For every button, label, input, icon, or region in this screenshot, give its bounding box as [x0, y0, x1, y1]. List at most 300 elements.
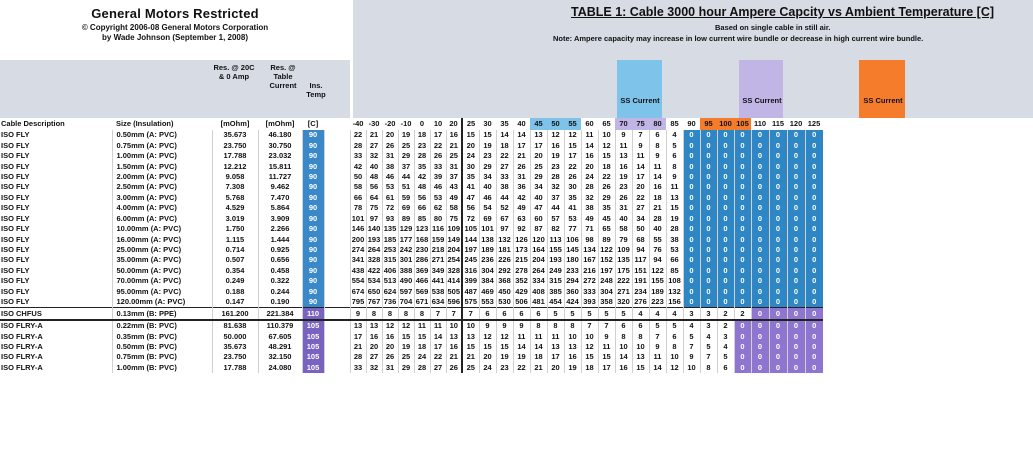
ampacity-value: 69: [479, 214, 496, 224]
ampacity-value: 38: [382, 161, 398, 171]
cable-size: 35.00mm (A: PVC): [112, 255, 212, 265]
ampacity-value: 16: [446, 130, 462, 140]
ampacity-value: 0: [717, 255, 734, 265]
ampacity-value: 108: [666, 276, 683, 286]
ampacity-value: 123: [415, 224, 429, 234]
spacer-cell: [324, 234, 350, 244]
ampacity-value: 8: [414, 308, 430, 320]
ampacity-value: 0: [751, 255, 769, 265]
ampacity-value: 155: [547, 245, 564, 255]
ampacity-value: 0: [805, 193, 823, 203]
ampacity-value: 7: [446, 308, 462, 320]
ampacity-value: 56: [414, 193, 430, 203]
ampacity-value: 569: [415, 286, 429, 296]
ampacity-value: 20: [462, 140, 479, 150]
cable-description: ISO FLRY-A: [0, 331, 112, 341]
ampacity-value: 42: [350, 161, 366, 171]
ampacity-value: 8: [615, 331, 632, 341]
note-still-air: Based on single cable in still air.: [715, 23, 831, 32]
ampacity-value: 78: [350, 203, 366, 213]
ampacity-value: 20: [581, 161, 598, 171]
table-row: [0, 255, 823, 265]
ampacity-value: 60: [530, 214, 547, 224]
ampacity-value: 17: [564, 151, 581, 161]
ampacity-value: 0: [734, 203, 751, 213]
ampacity-value: 0: [683, 151, 700, 161]
ampacity-value: 624: [383, 286, 397, 296]
ampacity-value: 10: [564, 331, 581, 341]
ampacity-value: 0: [683, 203, 700, 213]
ampacity-value: 21: [649, 203, 666, 213]
ampacity-value: 0: [769, 331, 787, 341]
resistance-20c: 4.529: [212, 203, 258, 213]
ampacity-value: 13: [615, 151, 632, 161]
ampacity-value: 14: [430, 331, 446, 341]
temp-header: 75: [632, 118, 649, 130]
ampacity-value: 7: [683, 342, 700, 352]
ampacity-value: 0: [717, 151, 734, 161]
ampacity-value: 487: [462, 287, 479, 297]
ampacity-value: 0: [734, 320, 751, 331]
ampacity-value: 20: [479, 352, 496, 362]
ampacity-value: 42: [513, 193, 530, 203]
ampacity-value: 97: [496, 224, 513, 234]
ampacity-value: 0: [805, 140, 823, 150]
ampacity-value: 29: [398, 151, 414, 161]
ampacity-value: 37: [446, 172, 462, 182]
ampacity-value: 9: [666, 172, 683, 182]
ampacity-value: 0: [683, 182, 700, 192]
ampacity-value: 0: [769, 276, 787, 286]
ampacity-value: 466: [415, 276, 429, 286]
ampacity-value: 264: [367, 245, 381, 255]
ampacity-value: 230: [415, 245, 429, 255]
ampacity-value: 155: [649, 276, 666, 286]
ampacity-value: 66: [666, 255, 683, 265]
ampacity-value: 0: [787, 363, 805, 373]
table-title: TABLE 1: Cable 3000 hour Ampere Capcity vs Ambient Temperature [C]: [571, 5, 995, 19]
ampacity-value: 4: [666, 308, 683, 320]
ampacity-value: 11: [632, 151, 649, 161]
ampacity-value: 0: [805, 308, 823, 320]
ampacity-value: 8: [700, 363, 717, 373]
ampacity-value: 13: [632, 352, 649, 362]
ampacity-value: 0: [769, 297, 787, 308]
ampacity-value: 19: [513, 352, 530, 362]
ampacity-value: 0: [769, 203, 787, 213]
ampacity-value: 0: [769, 193, 787, 203]
ampacity-value: 26: [598, 182, 615, 192]
ampacity-value: 27: [366, 140, 382, 150]
insulation-temp: 105: [302, 331, 324, 341]
resistance-table: 2.266: [258, 224, 302, 234]
ampacity-value: 15: [479, 342, 496, 352]
resistance-table: 9.462: [258, 182, 302, 192]
cable-size: 0.35mm (B: PVC): [112, 331, 212, 341]
copyright-line: © Copyright 2006-08 General Motors Corporation: [81, 23, 269, 32]
ampacity-value: 11: [649, 352, 666, 362]
ampacity-value: 22: [598, 172, 615, 182]
table-row: [0, 287, 823, 297]
table-title-header: [353, 0, 1033, 60]
ampacity-value: 80: [430, 214, 446, 224]
cable-description: ISO FLRY-A: [0, 342, 112, 352]
ss-current-label-lavender: SS Current: [742, 96, 782, 105]
ampacity-value: 5: [649, 320, 666, 331]
spacer-cell: [324, 224, 350, 234]
ampacity-value: 40: [479, 182, 496, 192]
table-row: [0, 172, 823, 182]
ampacity-value: 54: [479, 203, 496, 213]
ampacity-value: 21: [462, 352, 479, 362]
ampacity-value: 63: [513, 214, 530, 224]
ampacity-value: 135: [615, 255, 632, 265]
ampacity-value: 4: [666, 130, 683, 140]
ampacity-value: 2: [717, 308, 734, 320]
ampacity-value: 0: [787, 287, 805, 297]
ampacity-value: 0: [700, 297, 717, 308]
ampacity-value: 25: [530, 161, 547, 171]
ampacity-value: 26: [513, 161, 530, 171]
ampacity-value: 85: [666, 266, 683, 276]
resistance-table: 11.727: [258, 172, 302, 182]
table-row: [0, 193, 823, 203]
ampacity-value: 14: [513, 130, 530, 140]
cable-size: 50.00mm (A: PVC): [112, 266, 212, 276]
copyright-header: [0, 0, 350, 60]
ampacity-value: 249: [547, 266, 564, 276]
ampacity-value: 18: [581, 363, 598, 373]
temp-header: -20: [384, 119, 396, 128]
ampacity-value: 20: [547, 363, 564, 373]
insulation-temp: 90: [302, 182, 324, 192]
spacer-cell: [324, 276, 350, 286]
ampacity-value: 122: [649, 266, 666, 276]
ampacity-value: 481: [530, 297, 547, 308]
cable-description: ISO FLY: [0, 287, 112, 297]
spacer-cell: [324, 363, 350, 373]
ampacity-value: 369: [415, 265, 429, 275]
ampacity-value: 135: [383, 224, 397, 234]
ampacity-value: 15: [462, 130, 479, 140]
ampacity-value: 113: [547, 234, 564, 244]
cable-description: ISO FLY: [0, 130, 112, 140]
ampacity-value: 181: [496, 245, 513, 255]
ampacity-value: 32: [581, 193, 598, 203]
ss-orange-block: [859, 60, 905, 118]
ampacity-value: 234: [632, 287, 649, 297]
insulation-temp: 90: [302, 151, 324, 161]
ampacity-value: 16: [564, 352, 581, 362]
ampacity-value: 58: [446, 203, 462, 213]
ampacity-value: 23: [615, 182, 632, 192]
ampacity-value: 168: [415, 234, 429, 244]
ampacity-value: 0: [683, 234, 700, 244]
ampacity-value: 8: [366, 308, 382, 320]
cable-description: ISO FLY: [0, 172, 112, 182]
ampacity-value: 0: [769, 266, 787, 276]
ampacity-value: 0: [700, 193, 717, 203]
ampacity-value: 0: [734, 182, 751, 192]
spacer-cell: [324, 161, 350, 171]
ampacity-value: 164: [530, 245, 547, 255]
ampacity-value: 32: [366, 363, 382, 373]
ampacity-value: 33: [350, 363, 366, 373]
spacer-cell: [324, 255, 350, 265]
ampacity-value: 167: [581, 255, 598, 265]
ampacity-value: 20: [366, 342, 382, 352]
temp-header: -10: [400, 119, 412, 128]
ampacity-value: 6: [496, 308, 513, 320]
ampacity-value: 0: [805, 161, 823, 171]
temp-header: 105: [734, 118, 751, 130]
resistance-20c: 12.212: [212, 161, 258, 171]
ampacity-value: 674: [351, 286, 365, 296]
ampacity-value: 253: [383, 245, 397, 255]
ampacity-value: 0: [805, 182, 823, 192]
temp-header: 0: [419, 119, 425, 128]
cable-description: ISO FLY: [0, 214, 112, 224]
ampacity-value: 0: [769, 161, 787, 171]
ampacity-value: 32: [547, 182, 564, 192]
ampacity-value: 0: [717, 203, 734, 213]
ampacity-value: 4: [683, 320, 700, 331]
cable-size: 70.00mm (A: PVC): [112, 276, 212, 286]
ampacity-value: 156: [666, 297, 683, 308]
ampacity-value: 215: [513, 255, 530, 265]
temp-header: 80: [649, 118, 666, 130]
ampacity-value: 3: [717, 331, 734, 341]
ampacity-value: 14: [649, 363, 666, 373]
ampacity-value: 0: [683, 287, 700, 297]
temp-header: 55: [564, 118, 581, 130]
ampacity-value: 0: [751, 130, 769, 140]
ampacity-value: 15: [479, 130, 496, 140]
ampacity-value: 0: [805, 363, 823, 373]
ampacity-value: 399: [462, 276, 479, 286]
resistance-20c: 0.147: [212, 297, 258, 308]
ampacity-value: 29: [479, 161, 496, 171]
ampacity-value: 0: [805, 224, 823, 234]
temp-header: 50: [547, 118, 564, 130]
ampacity-value: 0: [700, 245, 717, 255]
resistance-table: 0.244: [258, 287, 302, 297]
insulation-temp: 90: [302, 161, 324, 171]
ampacity-value: 144: [462, 234, 479, 244]
ampacity-value: 11: [666, 182, 683, 192]
ampacity-value: 13: [462, 331, 479, 341]
resistance-20c: 50.000: [212, 331, 258, 341]
ampacity-value: 20: [530, 151, 547, 161]
ampacity-value: 223: [649, 297, 666, 308]
cable-description: ISO FLY: [0, 203, 112, 213]
ampacity-value: 0: [700, 203, 717, 213]
cable-description: ISO FLRY-A: [0, 320, 112, 331]
ampacity-value: 10: [632, 342, 649, 352]
ampacity-value: 0: [769, 234, 787, 244]
insulation-temp: 90: [302, 266, 324, 276]
ampacity-value: 42: [414, 172, 430, 182]
ampacity-value: 272: [581, 276, 598, 286]
ampacity-value: 25: [446, 151, 462, 161]
ampacity-value: 24: [462, 151, 479, 161]
ampacity-value: 0: [717, 297, 734, 308]
temp-header: 110: [753, 119, 767, 128]
ampacity-value: 704: [399, 297, 413, 307]
resistance-20c: 17.788: [212, 151, 258, 161]
ampacity-value: 358: [598, 297, 615, 308]
ampacity-value: 0: [734, 151, 751, 161]
ampacity-value: 197: [462, 245, 479, 255]
ampacity-value: 146: [351, 224, 365, 234]
ampacity-value: 56: [462, 203, 479, 213]
ampacity-value: 6: [513, 308, 530, 320]
cable-description: ISO FLRY-A: [0, 352, 112, 362]
ampacity-value: 49: [581, 214, 598, 224]
ampacity-value: 21: [350, 342, 366, 352]
ampacity-value: 328: [367, 255, 381, 265]
ampacity-value: 0: [769, 342, 787, 352]
ampacity-value: 18: [414, 342, 430, 352]
spacer-cell: [324, 172, 350, 182]
ampacity-value: 15: [462, 342, 479, 352]
ampacity-value: 16: [581, 151, 598, 161]
insulation-temp: 105: [302, 342, 324, 352]
ampacity-value: 0: [769, 214, 787, 224]
ampacity-value: 15: [581, 352, 598, 362]
ampacity-value: 22: [564, 161, 581, 171]
ss-blue-block: [617, 60, 662, 118]
ampacity-value: 29: [398, 363, 414, 373]
ampacity-value: 10: [446, 320, 462, 331]
ampacity-value: 177: [399, 234, 413, 244]
ampacity-value: 0: [683, 297, 700, 308]
ampacity-value: 12: [581, 342, 598, 352]
res-table-unit: [mOhm]: [265, 119, 295, 128]
ampacity-value: 140: [367, 224, 381, 234]
ampacity-value: 19: [398, 130, 414, 140]
resistance-table: 32.150: [258, 352, 302, 362]
resistance-20c: 81.638: [212, 320, 258, 331]
ampacity-value: 15: [496, 342, 513, 352]
ampacity-value: 116: [431, 224, 445, 234]
ampacity-value: 132: [496, 234, 513, 244]
ampacity-value: 89: [398, 214, 414, 224]
ampacity-value: 0: [751, 342, 769, 352]
ins-temp-header: Ins. Temp: [306, 81, 326, 99]
ampacity-value: 13: [446, 331, 462, 341]
ampacity-value: 0: [700, 276, 717, 286]
ampacity-value: 0: [734, 245, 751, 255]
ampacity-value: 35: [598, 203, 615, 213]
resistance-20c: 5.768: [212, 193, 258, 203]
ampacity-value: 204: [447, 245, 460, 255]
ampacity-value: 0: [734, 363, 751, 373]
ampacity-value: 6: [530, 308, 547, 320]
ampacity-value: 0: [787, 276, 805, 286]
ampacity-value: 18: [649, 193, 666, 203]
ampacity-value: 75: [446, 214, 462, 224]
ampacity-value: 65: [598, 224, 615, 234]
cable-description: ISO FLY: [0, 182, 112, 192]
ampacity-value: 12: [479, 331, 496, 341]
ampacity-value: 0: [751, 363, 769, 373]
ampacity-value: 19: [479, 140, 496, 150]
ampacity-value: 31: [513, 172, 530, 182]
ampacity-value: 0: [717, 182, 734, 192]
ampacity-value: 490: [399, 276, 413, 286]
ampacity-value: 21: [446, 140, 462, 150]
ampacity-value: 12: [547, 130, 564, 140]
ampacity-value: 7: [632, 130, 649, 140]
ampacity-value: 109: [615, 245, 632, 255]
table-row: [0, 363, 823, 373]
ampacity-value: 106: [564, 234, 581, 244]
ampacity-value: 0: [683, 255, 700, 265]
ampacity-value: 0: [769, 363, 787, 373]
cable-description: ISO FLY: [0, 266, 112, 276]
ampacity-value: 9: [513, 320, 530, 331]
ampacity-value: 62: [430, 203, 446, 213]
ampacity-value: 34: [632, 214, 649, 224]
ampacity-value: 0: [787, 182, 805, 192]
temp-header: 120: [789, 119, 803, 128]
ampacity-value: 18: [496, 140, 513, 150]
ampacity-value: 18: [414, 130, 430, 140]
ampacity-value: 59: [398, 193, 414, 203]
resistance-20c: 9.058: [212, 172, 258, 182]
table-row: [0, 320, 823, 331]
ampacity-value: 46: [479, 193, 496, 203]
resistance-20c: 7.308: [212, 182, 258, 192]
ampacity-value: 19: [666, 214, 683, 224]
temp-header: 125: [807, 119, 821, 128]
ampacity-value: 0: [717, 276, 734, 286]
ampacity-value: 0: [787, 320, 805, 331]
ampacity-value: 14: [649, 172, 666, 182]
ampacity-value: 0: [805, 172, 823, 182]
ampacity-value: 9: [649, 342, 666, 352]
ampacity-value: 5: [683, 331, 700, 341]
cable-size: 0.75mm (A: PVC): [112, 140, 212, 150]
ampacity-value: 32: [366, 151, 382, 161]
resistance-table: 7.470: [258, 193, 302, 203]
insulation-temp: 90: [302, 130, 324, 140]
temp-header: 100: [717, 118, 734, 130]
ampacity-value: 385: [547, 287, 564, 297]
ampacity-value: 0: [751, 276, 769, 286]
spacer-cell: [324, 130, 350, 140]
ampacity-value: 0: [805, 130, 823, 140]
ampacity-value: 0: [805, 234, 823, 244]
ampacity-value: 22: [513, 363, 530, 373]
ampacity-value: 53: [564, 214, 581, 224]
ampacity-value: 85: [414, 214, 430, 224]
ampacity-value: 0: [734, 297, 751, 308]
ampacity-value: 189: [479, 245, 496, 255]
resistance-table: 0.925: [258, 245, 302, 255]
ampacity-value: 360: [564, 287, 581, 297]
ampacity-value: 0: [787, 193, 805, 203]
ampacity-value: 21: [513, 151, 530, 161]
cable-size: 25.00mm (A: PVC): [112, 245, 212, 255]
ampacity-value: 17: [547, 352, 564, 362]
ampacity-value: 12: [598, 140, 615, 150]
ampacity-value: 0: [751, 182, 769, 192]
ampacity-value: 30: [564, 182, 581, 192]
ampacity-value: 304: [598, 287, 615, 297]
ampacity-value: 3: [700, 308, 717, 320]
